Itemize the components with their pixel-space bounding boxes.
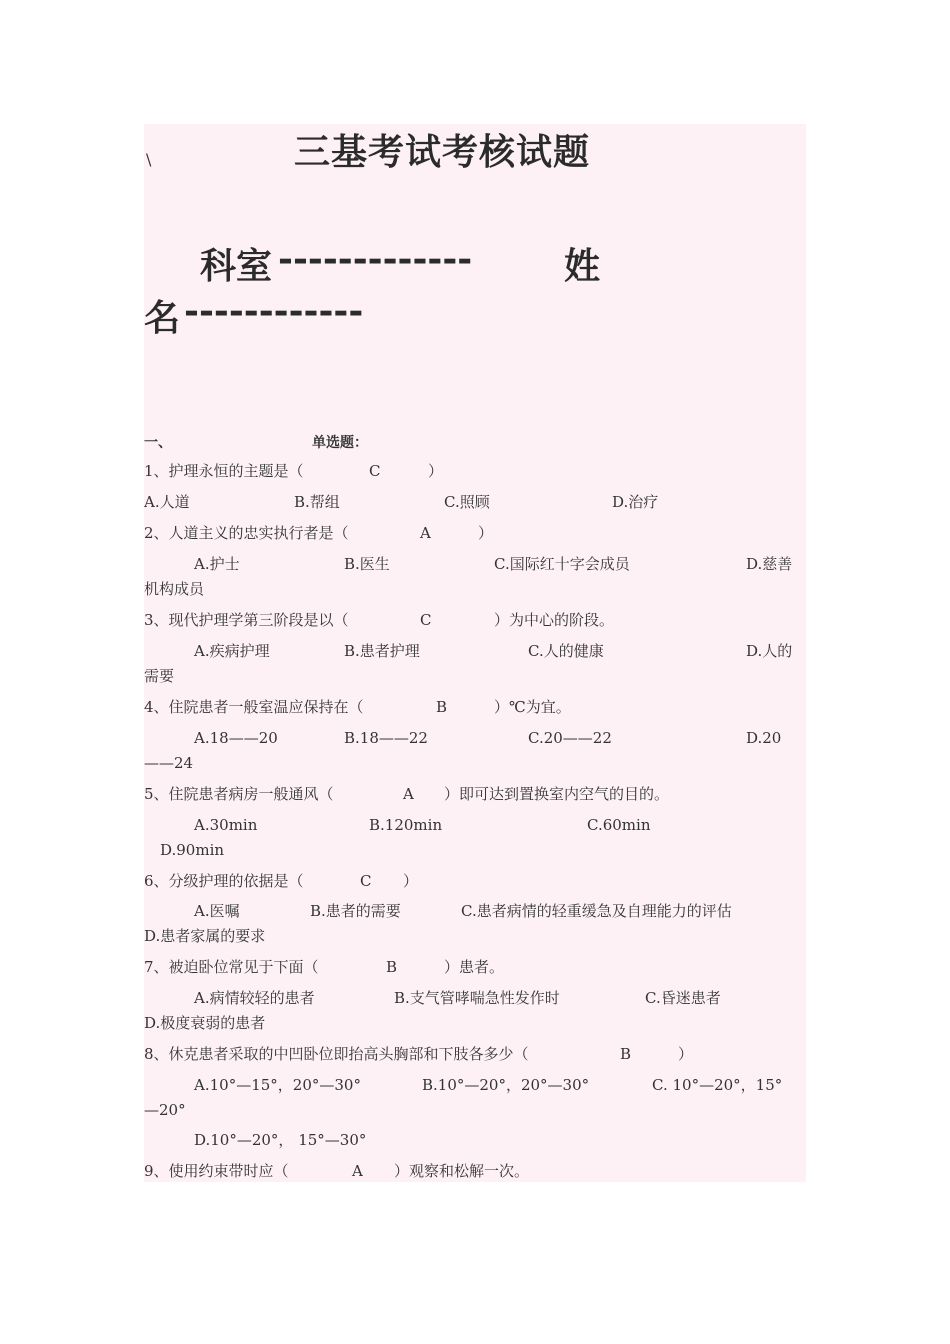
- question-3-option-d: D.人的: [746, 642, 793, 660]
- name-label-part1: 姓: [564, 245, 601, 287]
- question-6-answer: C: [360, 872, 372, 890]
- page-title: 三基考试考核试题: [294, 131, 591, 173]
- question-7-answer: B: [386, 958, 398, 976]
- question-3-option-c: C.人的健康: [528, 642, 604, 660]
- question-8-option-d: D.10°—20°， 15°—30°: [194, 1131, 367, 1149]
- question-1-close: ）: [428, 462, 444, 480]
- question-6-option-b: B.患者的需要: [310, 902, 401, 920]
- section-title: 单选题：: [312, 435, 368, 451]
- question-4-option-c: C.20——22: [528, 729, 612, 747]
- question-4-option-b: B.18——22: [344, 729, 428, 747]
- question-8-option-c-wrap: —20°: [144, 1101, 186, 1119]
- question-6-stem: 6、分级护理的依据是（: [144, 872, 304, 890]
- question-1-stem: 1、护理永恒的主题是（: [144, 462, 304, 480]
- question-3-option-b: B.患者护理: [344, 642, 420, 660]
- question-2-option-d: D.慈善: [746, 555, 793, 573]
- question-9-answer: A: [352, 1162, 363, 1180]
- question-5-stem: 5、住院患者病房一般通风（: [144, 785, 334, 803]
- question-3-option-d-wrap: 需要: [144, 667, 175, 685]
- question-2-option-c: C.国际红十字会成员: [494, 555, 630, 573]
- question-5-option-b: B.120min: [369, 816, 443, 834]
- question-6-option-c: C.患者病情的轻重缓急及自理能力的评估: [461, 902, 732, 920]
- question-1-option-c: C.照顾: [444, 493, 490, 511]
- question-4-option-d-wrap: ——24: [144, 754, 194, 772]
- question-3-option-a: A.疾病护理: [194, 642, 270, 660]
- question-3-stem: 3、现代护理学第三阶段是以（: [144, 611, 349, 629]
- question-6-option-d: D.患者家属的要求: [144, 927, 266, 945]
- question-1-answer: C: [369, 462, 381, 480]
- department-blank: -------------: [278, 238, 473, 280]
- question-8-option-b: B.10°—20°，20°—30°: [422, 1076, 590, 1094]
- name-label-part2: 名: [144, 297, 181, 339]
- question-1-option-a: A.人道: [144, 493, 190, 511]
- question-2-answer: A: [420, 524, 431, 542]
- question-5-answer: A: [403, 785, 414, 803]
- question-8-stem: 8、休克患者采取的中凹卧位即抬高头胸部和下肢各多少（: [144, 1045, 529, 1063]
- name-blank: ------------: [184, 290, 364, 332]
- question-9-close: ）观察和松解一次。: [394, 1162, 530, 1180]
- question-7-option-c: C.昏迷患者: [645, 989, 721, 1007]
- question-7-close: ）患者。: [444, 958, 505, 976]
- question-1-option-d: D.治疗: [612, 493, 659, 511]
- question-6-option-a: A.医嘱: [194, 902, 240, 920]
- question-2-close: ）: [478, 524, 494, 542]
- question-6-close: ）: [403, 872, 419, 890]
- question-2-option-a: A.护士: [194, 555, 240, 573]
- question-8-answer: B: [620, 1045, 632, 1063]
- question-3-answer: C: [420, 611, 432, 629]
- question-7-option-d: D.极度衰弱的患者: [144, 1014, 266, 1032]
- question-2-option-d-wrap: 机构成员: [144, 580, 205, 598]
- question-4-option-d: D.20: [746, 729, 782, 747]
- question-8-close: ）: [678, 1045, 694, 1063]
- question-1-option-b: B.帮组: [294, 493, 340, 511]
- question-5-option-a: A.30min: [194, 816, 258, 834]
- question-9-stem: 9、使用约束带时应（: [144, 1162, 289, 1180]
- question-3-close: ）为中心的阶段。: [494, 611, 615, 629]
- question-2-option-b: B.医生: [344, 555, 390, 573]
- question-4-close: ）℃为宜。: [494, 698, 571, 716]
- question-4-stem: 4、住院患者一般室温应保持在（: [144, 698, 364, 716]
- question-8-option-c: C. 10°—20°，15°: [652, 1076, 783, 1094]
- question-2-stem: 2、人道主义的忠实执行者是（: [144, 524, 349, 542]
- question-4-option-a: A.18——20: [194, 729, 278, 747]
- question-5-option-d: D.90min: [160, 841, 225, 859]
- question-7-option-a: A.病情较轻的患者: [194, 989, 315, 1007]
- section-number: 一、: [144, 435, 172, 451]
- stray-backslash: \: [146, 150, 152, 169]
- question-4-answer: B: [436, 698, 448, 716]
- question-7-stem: 7、被迫卧位常见于下面（: [144, 958, 319, 976]
- question-8-option-a: A.10°—15°，20°—30°: [194, 1076, 361, 1094]
- question-5-close: ）即可达到置换室内空气的目的。: [444, 785, 670, 803]
- question-7-option-b: B.支气管哮喘急性发作时: [394, 989, 560, 1007]
- question-5-option-c: C.60min: [587, 816, 651, 834]
- department-label: 科室: [200, 245, 273, 287]
